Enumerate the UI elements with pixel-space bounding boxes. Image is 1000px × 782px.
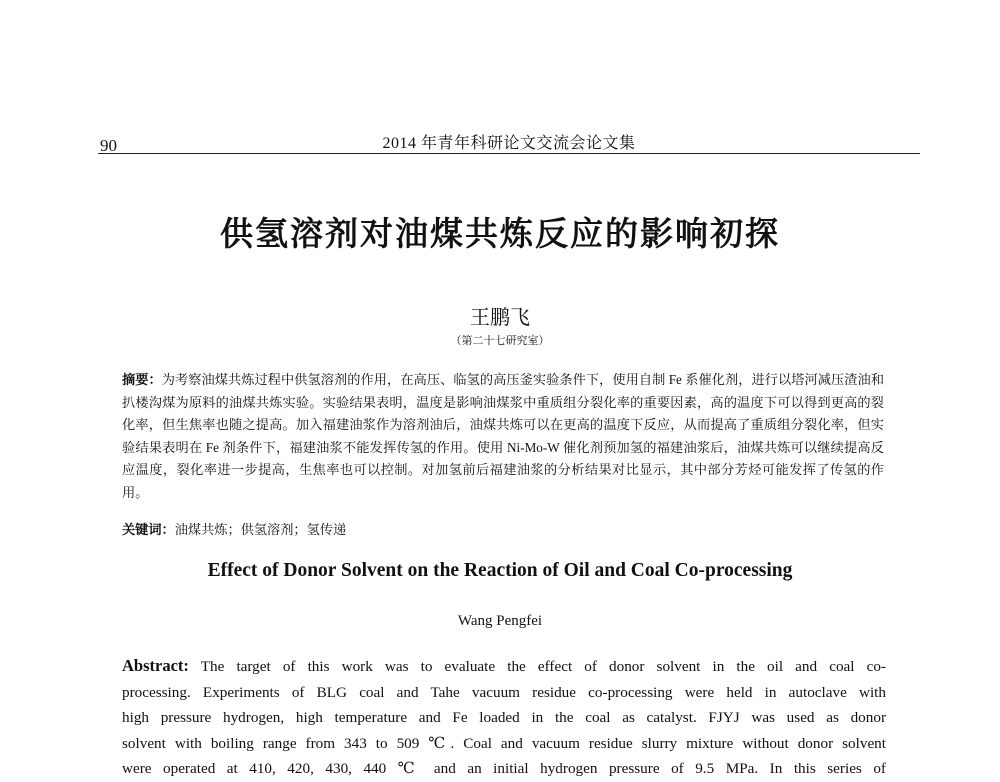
chinese-affiliation: （第二十七研究室） [450, 335, 550, 347]
english-abstract-line: solvent with boiling range from 343 to 509 ℃. Coal and vacuum residue slurry mixture without donor solvent [122, 734, 886, 752]
chinese-abstract [122, 369, 884, 504]
chinese-abstract-text: 为考察油煤共炼过程中供氢溶剂的作用，在高压、临氢的高压釜实验条件下，使用自制 Fe 系催化剂，进行以塔河减压渣油和扒楼沟煤为原料的油煤共炼实验。实验结果表明，温度是影响油煤浆中重质组分裂化率的重要因素，高的温度下可以得到更高的裂化率，但生焦率也随之提高。加入福建油浆作为溶剂油后，油煤共炼可以在更高的温度下反应，从而提高了重质组分裂化率，但实验结果表明在 Fe 剂条件下，福建油浆不能发挥传氢的作用。使用 Ni-Mo-W 催化剂预加氢的福建油浆后，油煤共炼可以继续提高反应温度，裂化率进一步提高，生焦率也可以控制。对加氢前后福建油浆的分析结果对比显示，其中部分芳烃可能发挥了传氢的作用。 [122, 372, 885, 500]
chinese-keywords [122, 519, 346, 541]
chinese-title: 供氢溶剂对油煤共炼反应的影响初探 [220, 214, 780, 253]
english-abstract-line: high pressure hydrogen, high temperature and Fe loaded in the coal as catalyst. FJYJ was used as donor [122, 709, 886, 726]
chinese-keywords-text: 油煤共炼；供氢溶剂；氢传递 [174, 522, 347, 537]
english-abstract-line [122, 653, 886, 680]
english-abstract-line: processing. Experiments of BLG coal and Tahe vacuum residue co-processing were held in autoclave with [122, 683, 886, 701]
page-number: 90 [100, 136, 117, 155]
chinese-abstract-label: 摘要： [122, 372, 162, 387]
journal-title: 2014 年青年科研论文交流会论文集 [382, 135, 636, 152]
english-abstract-line: were operated at 410, 420, 430, 440 ℃ and an initial hydrogen pressure of 9.5 MPa. In this series of [122, 760, 886, 777]
english-title: Effect of Donor Solvent on the Reaction of Oil and Coal Co-processing [207, 560, 793, 581]
chinese-keywords-label: 关键词： [122, 522, 175, 537]
chinese-author: 王鹏飞 [470, 307, 530, 329]
english-author: Wang Pengfei [457, 613, 543, 629]
english-abstract-label: Abstract: [122, 656, 189, 675]
english-abstract [122, 653, 886, 782]
header-rule [98, 153, 920, 154]
running-head [98, 128, 920, 156]
english-abstract-line-text: The target of this work was to evaluate the effect of donor solvent in the oil and coal co- [200, 658, 886, 675]
